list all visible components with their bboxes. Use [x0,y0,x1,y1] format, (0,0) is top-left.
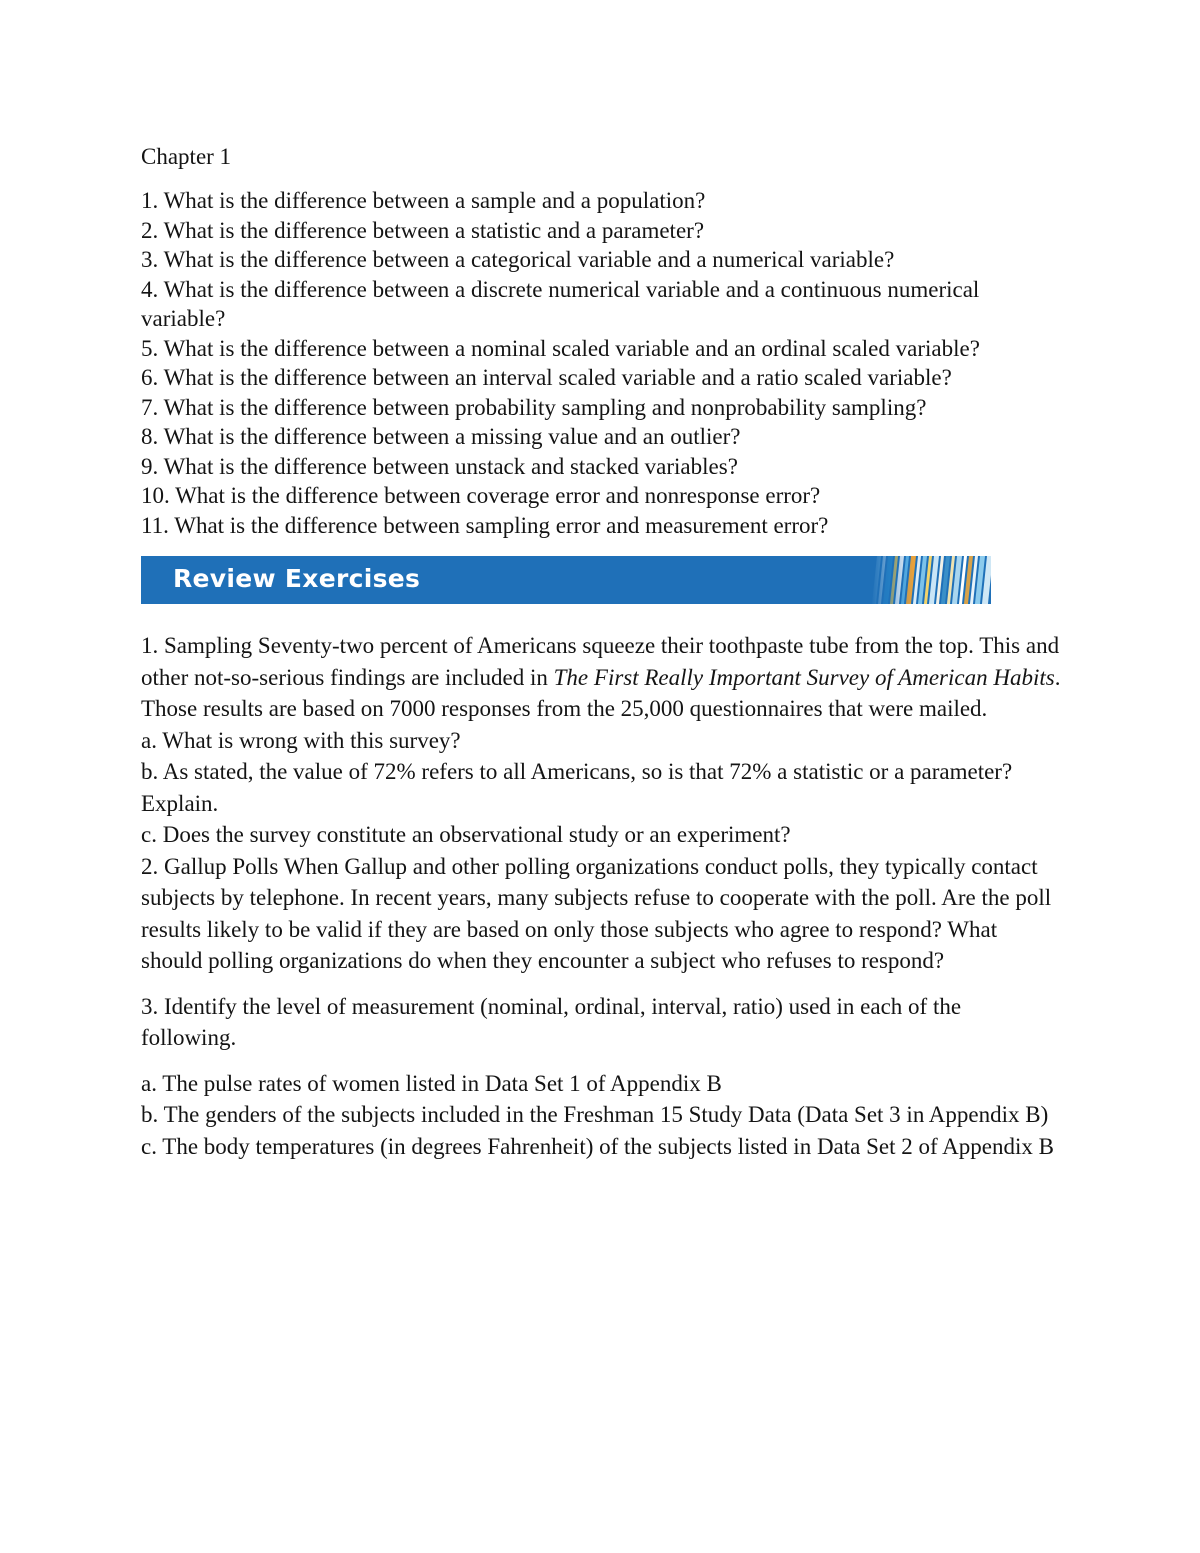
exercise-3-part-a: a. The pulse rates of women listed in Data Set 1 of Appendix B [141,1070,722,1096]
question-item: 6. What is the difference between an interval scaled variable and a ratio scaled variable? [141,365,952,390]
question-item: 9. What is the difference between unstack and stacked variables? [141,453,738,479]
exercise-1-part-c: c. Does the survey constitute an observational study or an experiment? [141,822,791,847]
exercise-3-part-b: b. The genders of the subjects included in the Freshman 15 Study Data (Data Set 3 in Appendix B) [141,1102,1049,1127]
question-list [141,186,1061,540]
exercise-3-intro: 3. Identify the level of measurement (nominal, ordinal, interval, ratio) used in each of the following. [141,993,962,1050]
exercise-2-text: 2. Gallup Polls When Gallup and other polling organizations conduct polls, they typically contact subjects by telephone. In recent years, many subjects refuse to cooperate with the poll. Are the poll results likely to be valid if they are based on only those subjects who agree to respond? What should polling organizations do when they encounter a subject who refuses to respond? [141,853,1052,973]
chapter-title: Chapter 1 [141,144,232,169]
review-exercises [141,630,1061,1162]
exercise-3-part-c: c. The body temperatures (in degrees Fahrenheit) of the subjects listed in Data Set 2 of Appendix B [141,1133,1054,1159]
exercise-1-part-b: b. As stated, the value of 72% refers to all Americans, so is that 72% a statistic or a parameter? [141,759,1013,784]
question-item: 3. What is the difference between a categorical variable and a numerical variable? [141,247,895,272]
page-content [141,142,1061,1162]
question-item: 1. What is the difference between a sample and a population? [141,188,706,213]
exercise-1-text: 1. Sampling Seventy-two percent of Americans squeeze their toothpaste tube from the top. This and other not-so-serious findings are included in The First Really Important Survey of American Habits. Those results are based on 7000 responses from the 25,000 questionnaires that were mailed. [141,633,1061,721]
review-exercises-banner [141,556,991,604]
question-item: 11. What is the difference between sampling error and measurement error? [141,512,829,538]
question-item: 5. What is the difference between a nominal scaled variable and an ordinal scaled variable? [141,335,980,361]
question-item: 4. What is the difference between a discrete numerical variable and a continuous numerical variable? [141,276,980,331]
question-item: 2. What is the difference between a statistic and a parameter? [141,217,705,243]
banner-stripes-graphic [871,556,991,604]
exercise-1-part-b-explain: Explain. [141,790,219,816]
banner-title: Review Exercises [173,564,421,593]
book-title: The First Really Important Survey of American Habits [553,664,1055,690]
question-item: 10. What is the difference between coverage error and nonresponse error? [141,483,821,508]
exercise-1-part-a: a. What is wrong with this survey? [141,727,461,753]
question-item: 8. What is the difference between a missing value and an outlier? [141,424,741,449]
question-item: 7. What is the difference between probability sampling and nonprobability sampling? [141,394,927,420]
